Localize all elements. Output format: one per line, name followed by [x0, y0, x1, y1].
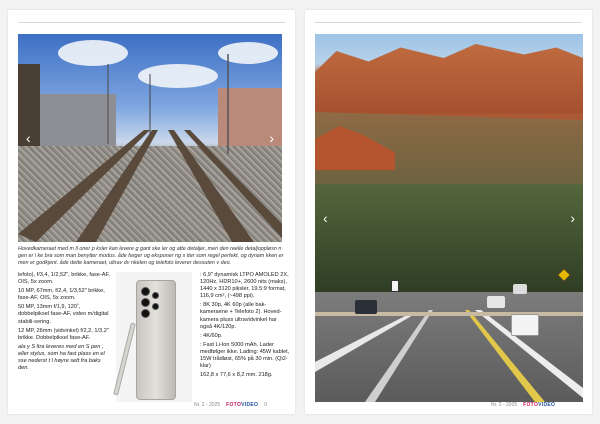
- prev-image-icon[interactable]: ‹: [26, 130, 31, 146]
- logo-part-a: FOTO: [226, 402, 242, 408]
- prev-image-icon[interactable]: ‹: [323, 210, 328, 226]
- logo-part-a: FOTO: [523, 402, 539, 408]
- fotovideo-logo: [226, 402, 258, 408]
- page-footer: [194, 402, 267, 408]
- issue-label: Nr. 2 - 2025: [491, 402, 518, 408]
- spec-paragraph: lefoto), f/3,4, 1/2,52", brikke, fase-AF, OIS, 5x zoom.: [18, 272, 110, 286]
- rail-tracks-graphic: [18, 34, 282, 242]
- spec-paragraph: : 8K 30p, 4K 60p (alle bak-kameraene + Telefoto 2). Hoved-kamera pluss ultravidvinkel har også 4K/120p.: [200, 302, 282, 330]
- red-rock-mesa: [315, 44, 583, 114]
- road-sign-icon: [391, 280, 399, 292]
- photo-caption: Hovedkameraet med m ll oner p ksler kan levere g gant ske ler og atte detaljer, men den reelle detaljoppløsn n gen er l ke bra som man benytter modus. åde farger og eksponer ng s tter som regel perfekt, og dynam kken er men er godkjent. åde dette kameraet, ultrav dv nkelen og telefoto leverer dessuten v deo.: [18, 246, 284, 266]
- camera-lens-icon: [152, 292, 159, 299]
- logo-part-b: VIDEO: [241, 402, 259, 408]
- left-page: [8, 10, 295, 414]
- spec-paragraph: : 4K/60p.: [200, 332, 223, 339]
- stylus-pen-graphic: [113, 322, 136, 395]
- right-page: [305, 10, 592, 414]
- page-number: 0: [264, 402, 267, 408]
- spec-paragraph: : 6,9" dynamisk LTPO AMOLED 2X, 120Hz, HDR10+, 2600 nits (maks), 1440 x 3120 piksler, 19.5:9 format, 116,9 cm², (~498 ppi).: [200, 272, 289, 300]
- phone-product-image: [116, 272, 192, 402]
- camera-lens-icon: [141, 309, 150, 318]
- sedona-photo: [315, 34, 583, 402]
- logo-part-b: VIDEO: [538, 402, 556, 408]
- next-image-icon[interactable]: ›: [269, 130, 274, 146]
- camera-lens-icon: [141, 287, 150, 296]
- phone-body-graphic: [136, 280, 176, 400]
- spec-paragraph: ala y S ltra leveres med en S pen , eller stylus, som ha fast plass en el sse nederst t l høyre sett fra baks den.: [18, 343, 105, 372]
- spec-paragraph: : Fast Li-Ion 5000 mAh. Lader medfølger ikke. Lading: 45W kablet, 15W trådløst, 65% på 30 min. (Qi2-klar): [200, 341, 290, 370]
- camera-lens-icon: [141, 298, 150, 307]
- car-shape: [511, 314, 539, 336]
- railway-photo: [18, 34, 282, 242]
- car-shape: [513, 284, 527, 294]
- spec-paragraph: 162,8 x 77,6 x 8,2 mm. 218g.: [200, 372, 273, 379]
- spec-paragraph: 10 MP, 67mm, f/2,4, 1/3,52" brikke, fase-AF, OIS, 5x zoom.: [18, 288, 105, 302]
- spec-paragraph: 50 MP, 13mm f/1,9, 120˚, dobbelpiksel fase-AF, video m/digital stabili-sering.: [18, 304, 109, 325]
- camera-lens-icon: [152, 303, 159, 310]
- forest-shape: [315, 184, 583, 294]
- issue-label: Nr. 2 - 2025: [194, 402, 221, 408]
- car-shape: [487, 296, 505, 308]
- spec-paragraph: 12 MP, 26mm (vidvinkel) f/2,2, 1/3,2" brikke. Dobbelpiksel fase-AF.: [18, 327, 109, 341]
- car-shape: [355, 300, 377, 314]
- next-image-icon[interactable]: ›: [570, 210, 575, 226]
- top-rule: [315, 22, 582, 23]
- spec-column-right: [200, 272, 290, 381]
- top-rule: [18, 22, 285, 23]
- fotovideo-logo: [523, 402, 555, 408]
- spec-column-left: [18, 272, 110, 374]
- page-footer: [491, 402, 555, 408]
